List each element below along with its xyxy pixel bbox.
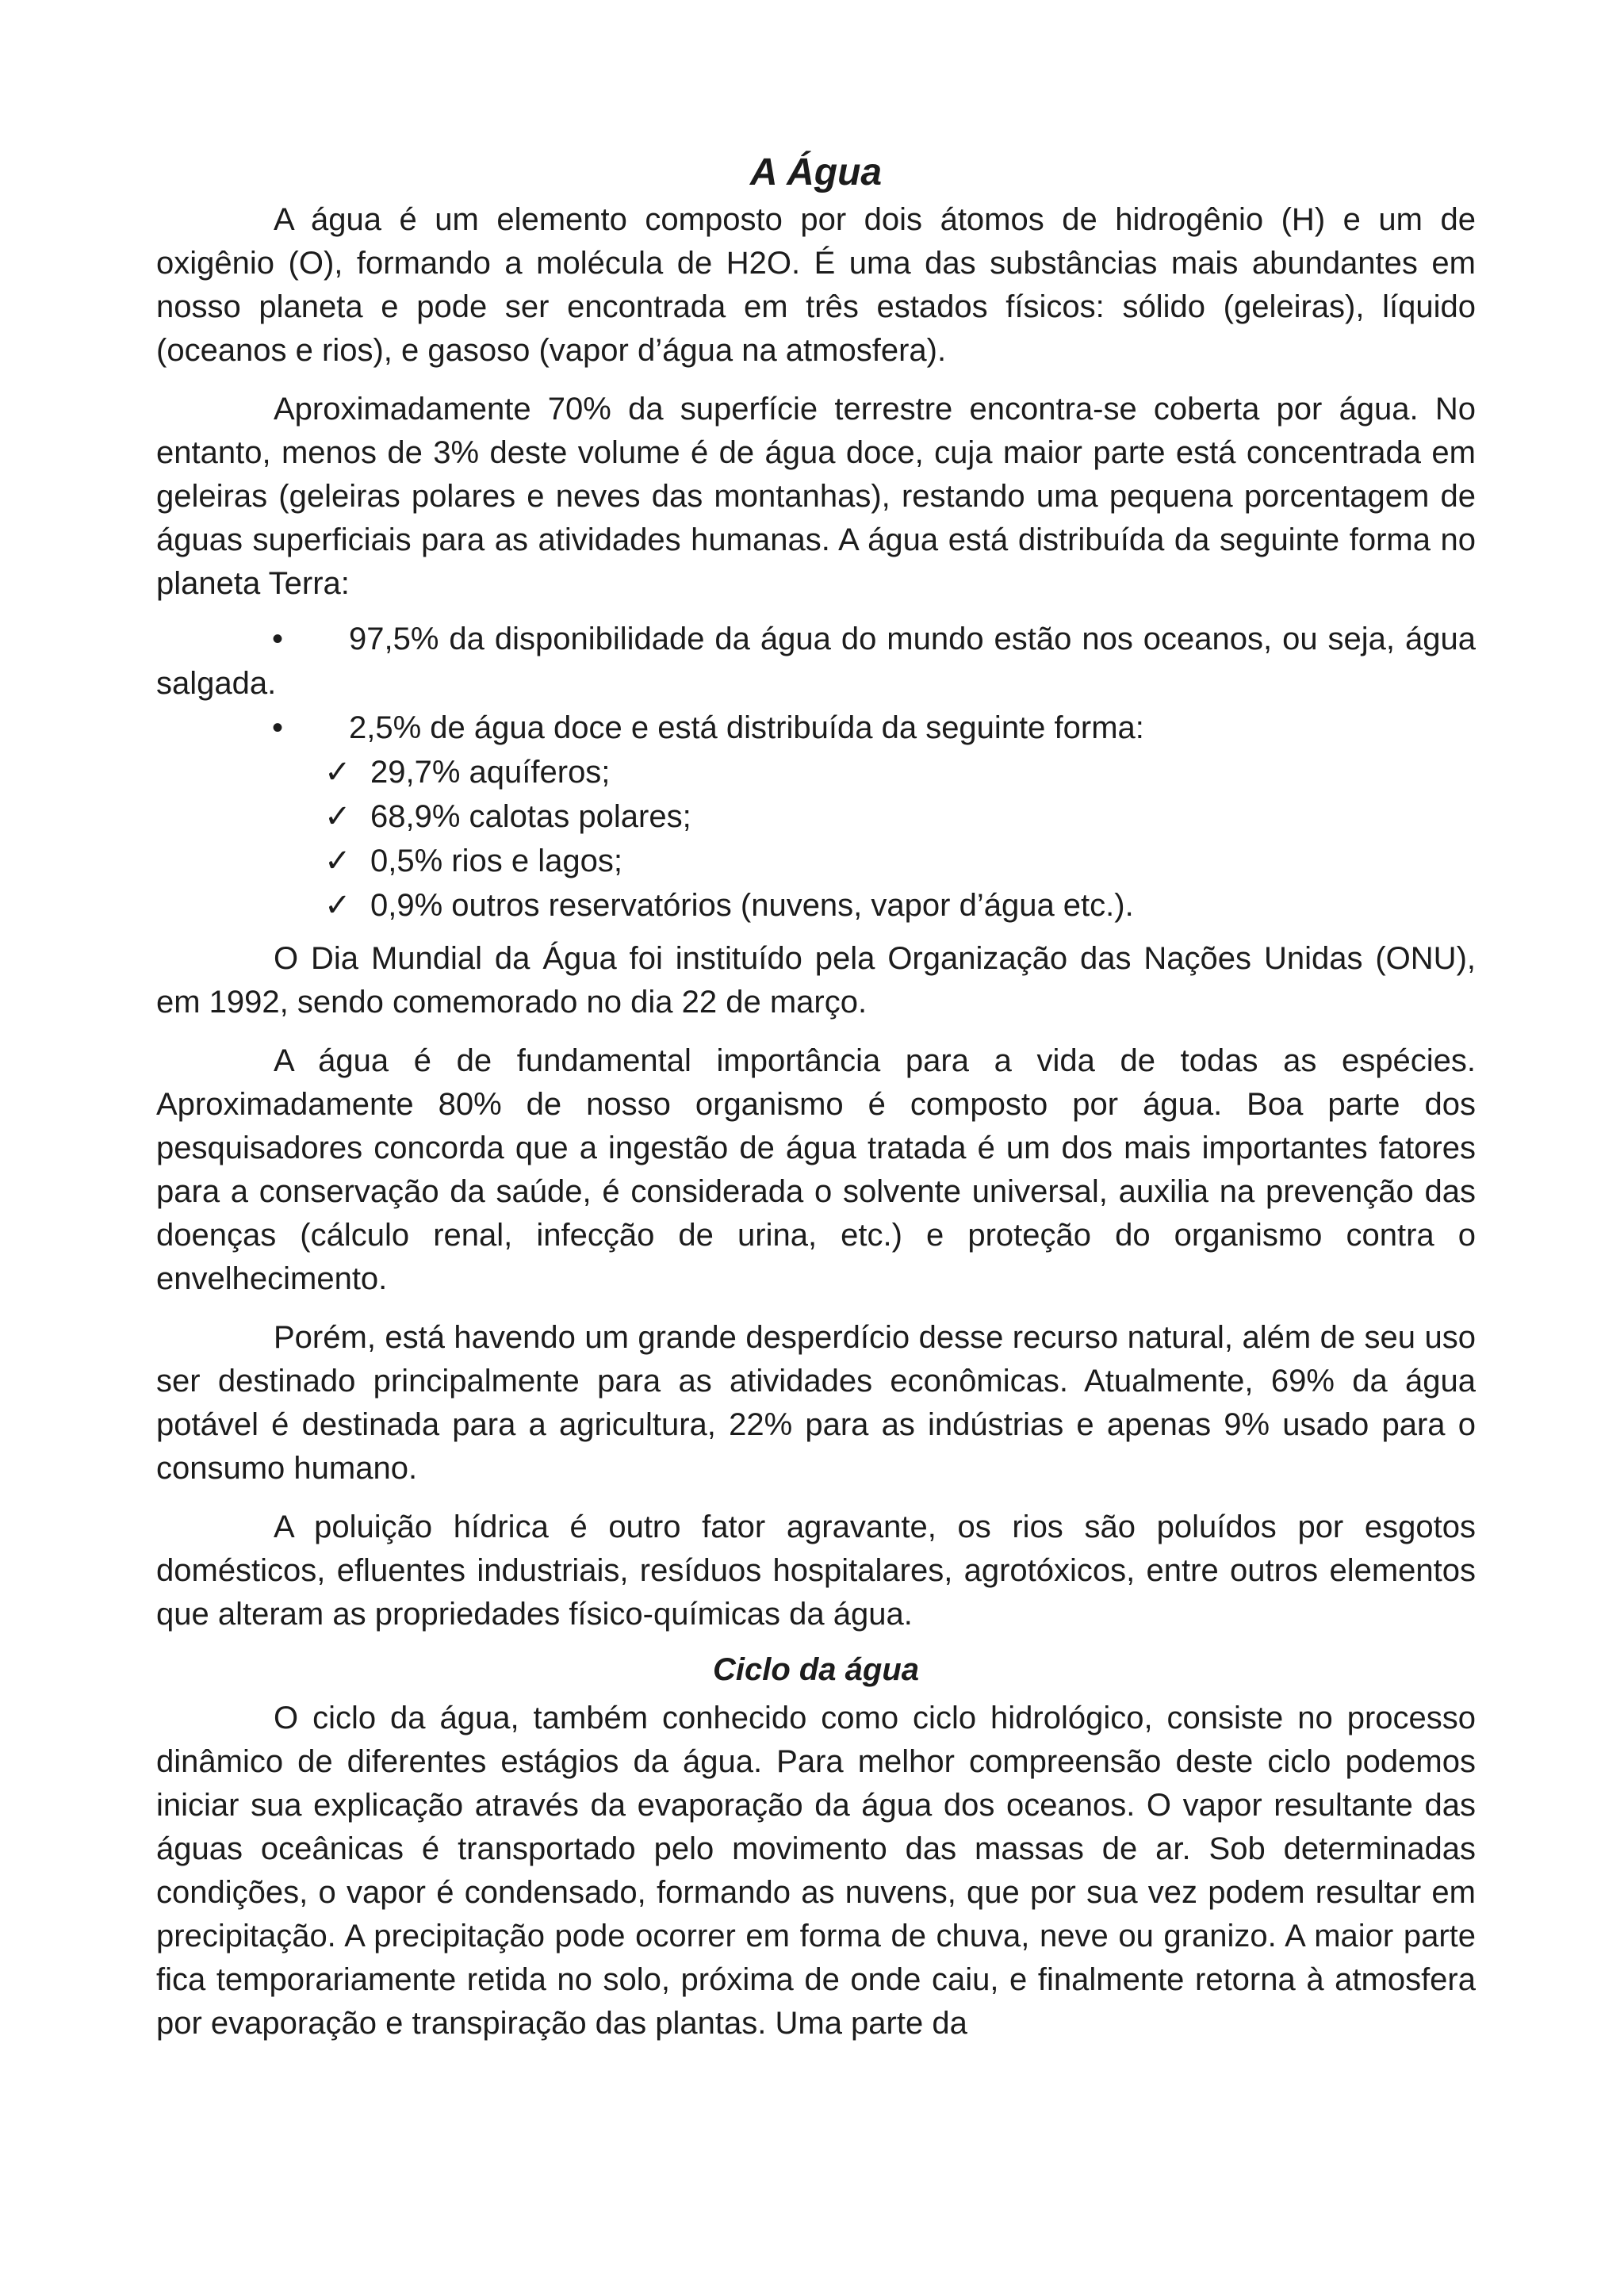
checkmark-icon: ✓ xyxy=(324,755,351,790)
bullet-item-oceans xyxy=(156,617,1476,706)
checkmark-icon: ✓ xyxy=(324,888,351,923)
paragraph-world-water-day: O Dia Mundial da Água foi instituído pela Organização das Nações Unidas (ONU), em 1992, sendo comemorado no dia 22 de março. xyxy=(156,941,1476,1020)
fresh-water-breakdown-list xyxy=(156,750,1476,928)
paragraph-pollution: A poluição hídrica é outro fator agravante, os rios são poluídos por esgotos domésticos, efluentes industriais, resíduos hospitalares, agrotóxicos, entre outros elementos que alteram as propriedades físico-químicas da água. xyxy=(156,1510,1476,1632)
paragraph-waste: Porém, está havendo um grande desperdício desse recurso natural, além de seu uso ser destinado principalmente para as atividades econômicas. Atualmente, 69% da água potável é destinada para a agricultura, 22% para as indústrias e apenas 9% usado para o consumo humano. xyxy=(156,1320,1476,1486)
bullet-item-fresh-water xyxy=(156,706,1476,750)
paragraph-water-distribution: Aproximadamente 70% da superfície terrestre encontra-se coberta por água. No entanto, menos de 3% deste volume é de água doce, cuja maior parte está concentrada em geleiras (geleiras polares e neves das montanhas), restando uma pequena porcentagem de águas superficiais para as atividades humanas. A água está distribuída da seguinte forma no planeta Terra: xyxy=(156,392,1476,601)
list-item: ✓ 0,9% outros reservatórios (nuvens, vapor d’água etc.). xyxy=(156,883,1476,928)
paragraph-water-cycle: O ciclo da água, também conhecido como ciclo hidrológico, consiste no processo dinâmico de diferentes estágios da água. Para melhor compreensão deste ciclo podemos iniciar sua explicação através da evaporação da água dos oceanos. O vapor resultante das águas oceânicas é transportado pelo movimento das massas de ar. Sob determinadas condições, o vapor é condensado, formando as nuvens, que por sua vez podem resultar em precipitação. A precipitação pode ocorrer em forma de chuva, neve ou granizo. A maior parte fica temporariamente retida no solo, próxima de onde caiu, e finalmente retorna à atmosfera por evaporação e transpiração das plantas. Uma parte da xyxy=(156,1701,1476,2041)
bullet-icon: • xyxy=(272,622,284,656)
bullet-text: 2,5% de água doce e está distribuída da seguinte forma: xyxy=(349,710,1144,745)
document-page xyxy=(156,151,1476,2061)
section-title: Ciclo da água xyxy=(712,1652,920,1687)
checkmark-icon: ✓ xyxy=(324,799,351,834)
paragraph-water-composition: A água é um elemento composto por dois átomos de hidrogênio (H) e um de oxigênio (O), formando a molécula de H2O. É uma das substâncias mais abundantes em nosso planeta e pode ser encontrada em três estados físicos: sólido (geleiras), líquido (oceanos e rios), e gasoso (vapor d’água na atmosfera). xyxy=(156,202,1476,368)
list-item: ✓ 0,5% rios e lagos; xyxy=(156,839,1476,883)
paragraph-importance: A água é de fundamental importância para a vida de todas as espécies. Aproximadamente 80% de nosso organismo é composto por água. Boa parte dos pesquisadores concorda que a ingestão de água tratada é um dos mais importantes fatores para a conservação da saúde, é considerada o solvente universal, auxilia na prevenção das doenças (cálculo renal, infecção de urina, etc.) e proteção do organismo contra o envelhecimento. xyxy=(156,1043,1476,1296)
bullet-icon: • xyxy=(272,710,284,745)
checkmark-icon: ✓ xyxy=(324,844,351,878)
document-title: A Água xyxy=(749,151,883,193)
list-item: ✓ 68,9% calotas polares; xyxy=(156,794,1476,839)
bullet-text: 97,5% da disponibilidade da água do mundo estão nos oceanos, ou seja, água salgada. xyxy=(156,622,1476,701)
list-item: ✓ 29,7% aquíferos; xyxy=(156,750,1476,794)
